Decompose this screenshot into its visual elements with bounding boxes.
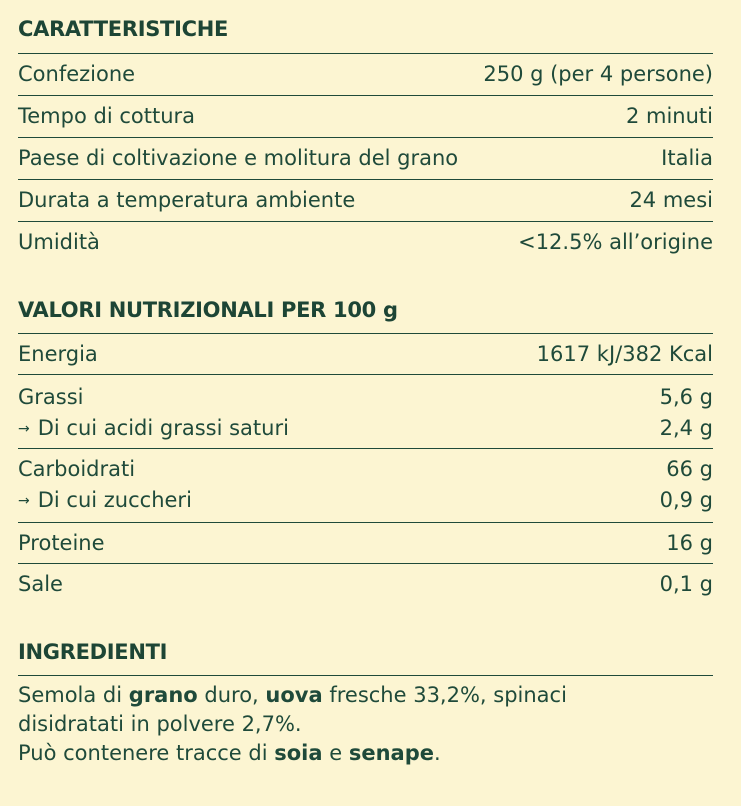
row-value: <12.5% all’origine	[518, 230, 713, 254]
sub-row-label: Di cui zuccheri	[37, 488, 192, 512]
ingredients-line-2: disidratati in polvere 2,7%.	[18, 712, 302, 736]
ingredient-text: duro,	[197, 683, 266, 707]
sub-row-label-wrap	[18, 488, 192, 512]
arrow-right-icon: →	[18, 421, 30, 437]
sub-row-value: 2,4 g	[659, 416, 713, 440]
row-label: Confezione	[18, 62, 136, 86]
section-title-caratteristiche: CARATTERISTICHE	[18, 17, 229, 41]
row-grassi	[18, 382, 713, 412]
row-grassi-saturi	[18, 413, 713, 443]
row-value: 5,6 g	[659, 385, 713, 409]
row-label: Proteine	[18, 531, 105, 555]
divider	[18, 95, 713, 96]
allergen-soia: soia	[274, 741, 323, 765]
divider	[18, 374, 713, 375]
row-paese	[18, 143, 713, 173]
ingredients-text	[18, 681, 713, 768]
divider	[18, 563, 713, 564]
row-carboidrati	[18, 454, 713, 484]
row-tempo-cottura	[18, 101, 713, 131]
ingredient-text: Può contenere tracce di	[18, 741, 275, 765]
row-sale	[18, 569, 713, 599]
row-umidita	[18, 227, 713, 257]
sub-row-value: 0,9 g	[659, 488, 713, 512]
section-title-valori-nutrizionali: VALORI NUTRIZIONALI PER 100 g	[18, 298, 398, 322]
row-confezione	[18, 59, 713, 89]
divider	[18, 221, 713, 222]
sub-row-label-wrap	[18, 416, 289, 440]
row-value: Italia	[661, 146, 713, 170]
section-title-ingredienti: INGREDIENTI	[18, 640, 168, 664]
divider	[18, 675, 713, 676]
ingredient-text: fresche 33,2%, spinaci	[322, 683, 567, 707]
divider	[18, 53, 713, 54]
ingredient-text: .	[433, 741, 441, 765]
row-label: Durata a temperatura ambiente	[18, 188, 356, 212]
allergen-uova: uova	[265, 683, 323, 707]
ingredients-line-3	[18, 739, 713, 768]
row-durata	[18, 185, 713, 215]
allergen-grano: grano	[128, 683, 198, 707]
row-zuccheri	[18, 485, 713, 515]
row-value: 0,1 g	[659, 572, 713, 596]
divider	[18, 522, 713, 523]
row-label: Paese di coltivazione e molitura del grano	[18, 146, 459, 170]
row-label: Carboidrati	[18, 457, 136, 481]
row-proteine	[18, 528, 713, 558]
arrow-right-icon: →	[18, 493, 30, 509]
ingredients-line-1	[18, 681, 713, 710]
divider	[18, 137, 713, 138]
row-value: 2 minuti	[625, 104, 713, 128]
row-value: 66 g	[666, 457, 713, 481]
row-value: 24 mesi	[629, 188, 713, 212]
row-label: Energia	[18, 342, 98, 366]
row-value: 16 g	[666, 531, 713, 555]
row-value: 250 g (per 4 persone)	[483, 62, 713, 86]
divider	[18, 448, 713, 449]
row-value: 1617 kJ/382 Kcal	[536, 342, 713, 366]
row-label: Grassi	[18, 385, 84, 409]
row-energia	[18, 339, 713, 369]
allergen-senape: senape	[348, 741, 434, 765]
ingredient-text: e	[322, 741, 349, 765]
ingredient-text: Semola di	[18, 683, 129, 707]
sub-row-label: Di cui acidi grassi saturi	[37, 416, 289, 440]
divider	[18, 179, 713, 180]
row-label: Sale	[18, 572, 63, 596]
divider	[18, 333, 713, 334]
row-label: Umidità	[18, 230, 100, 254]
row-label: Tempo di cottura	[18, 104, 196, 128]
